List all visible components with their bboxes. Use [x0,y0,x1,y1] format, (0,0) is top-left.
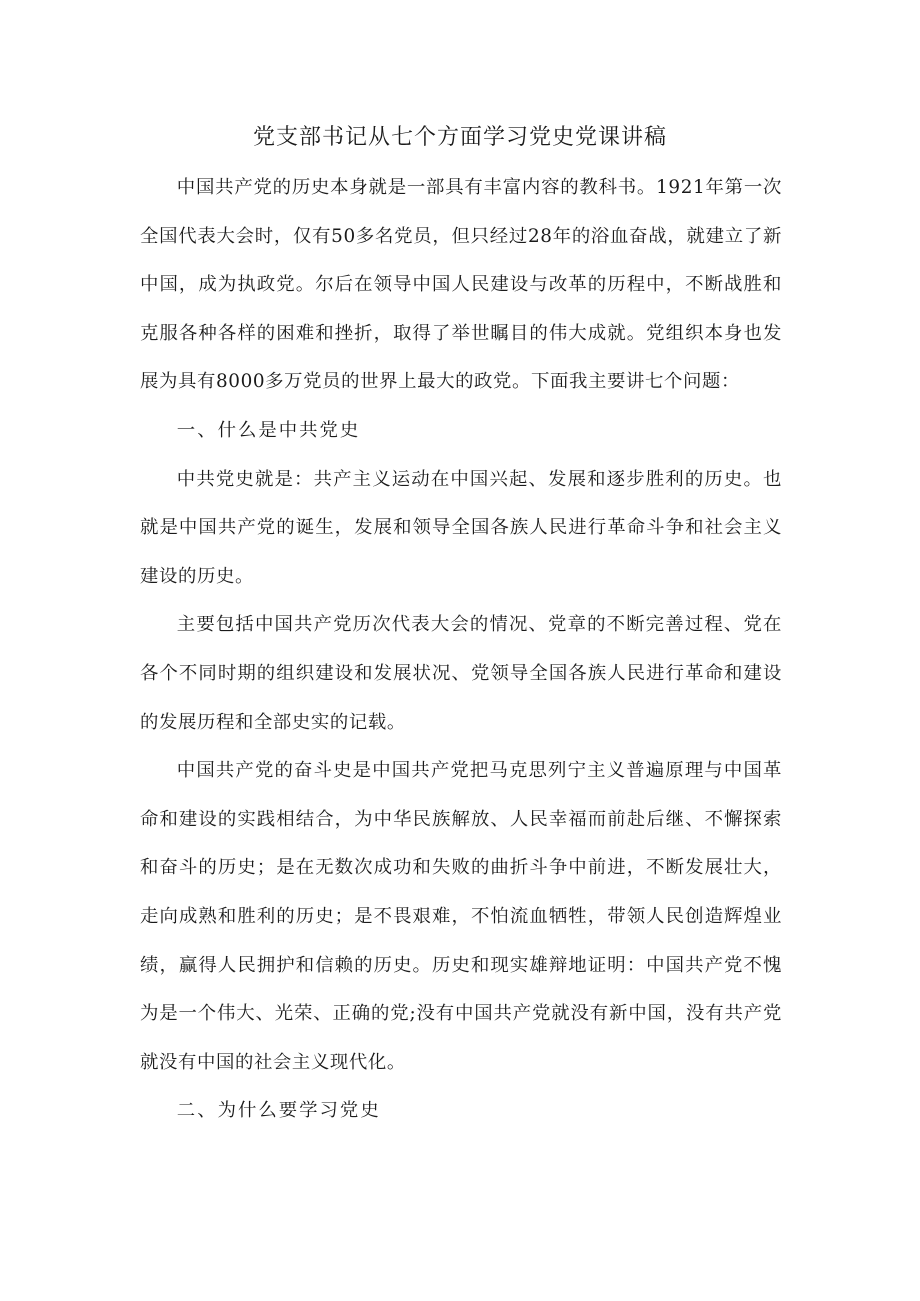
intro-paragraph: 中国共产党的历史本身就是一部具有丰富内容的教科书。1921年第一次全国代表大会时，仅有50多名党员，但只经过28年的浴血奋战，就建立了新中国，成为执政党。尔后在领导中国人民建设与改革的历程中，不断战胜和克服各种各样的困难和挫折，取得了举世瞩目的伟大成就。党组织本身也发展为具有8000多万党员的世界上最大的政党。下面我主要讲七个问题： [140,177,782,393]
section-heading-1: 一、什么是中共党史 [176,419,361,441]
section-heading-2: 二、为什么要学习党史 [176,1100,381,1122]
scope-paragraph: 主要包括中国共产党历次代表大会的情况、党章的不断完善过程、党在各个不同时期的组织建设和发展状况、党领导全国各族人民进行革命和建设的发展历程和全部史实的记载。 [140,614,782,733]
document-body [140,164,782,1136]
document-title: 党支部书记从七个方面学习党史党课讲稿 [252,125,667,150]
history-paragraph: 中国共产党的奋斗史是中国共产党把马克思列宁主义普遍原理与中国革命和建设的实践相结合，为中华民族解放、人民幸福而前赴后继、不懈探索和奋斗的历史；是在无数次成功和失败的曲折斗争中前进，不断发展壮大，走向成熟和胜利的历史；是不畏艰难，不怕流血牺牲，带领人民创造辉煌业绩，赢得人民拥护和信赖的历史。历史和现实雄辩地证明：中国共产党不愧为是一个伟大、光荣、正确的党;没有中国共产党就没有新中国，没有共产党就没有中国的社会主义现代化。 [140,760,782,1073]
definition-paragraph: 中共党史就是：共产主义运动在中国兴起、发展和逐步胜利的历史。也就是中国共产党的诞生，发展和领导全国各族人民进行革命斗争和社会主义建设的历史。 [140,468,782,587]
